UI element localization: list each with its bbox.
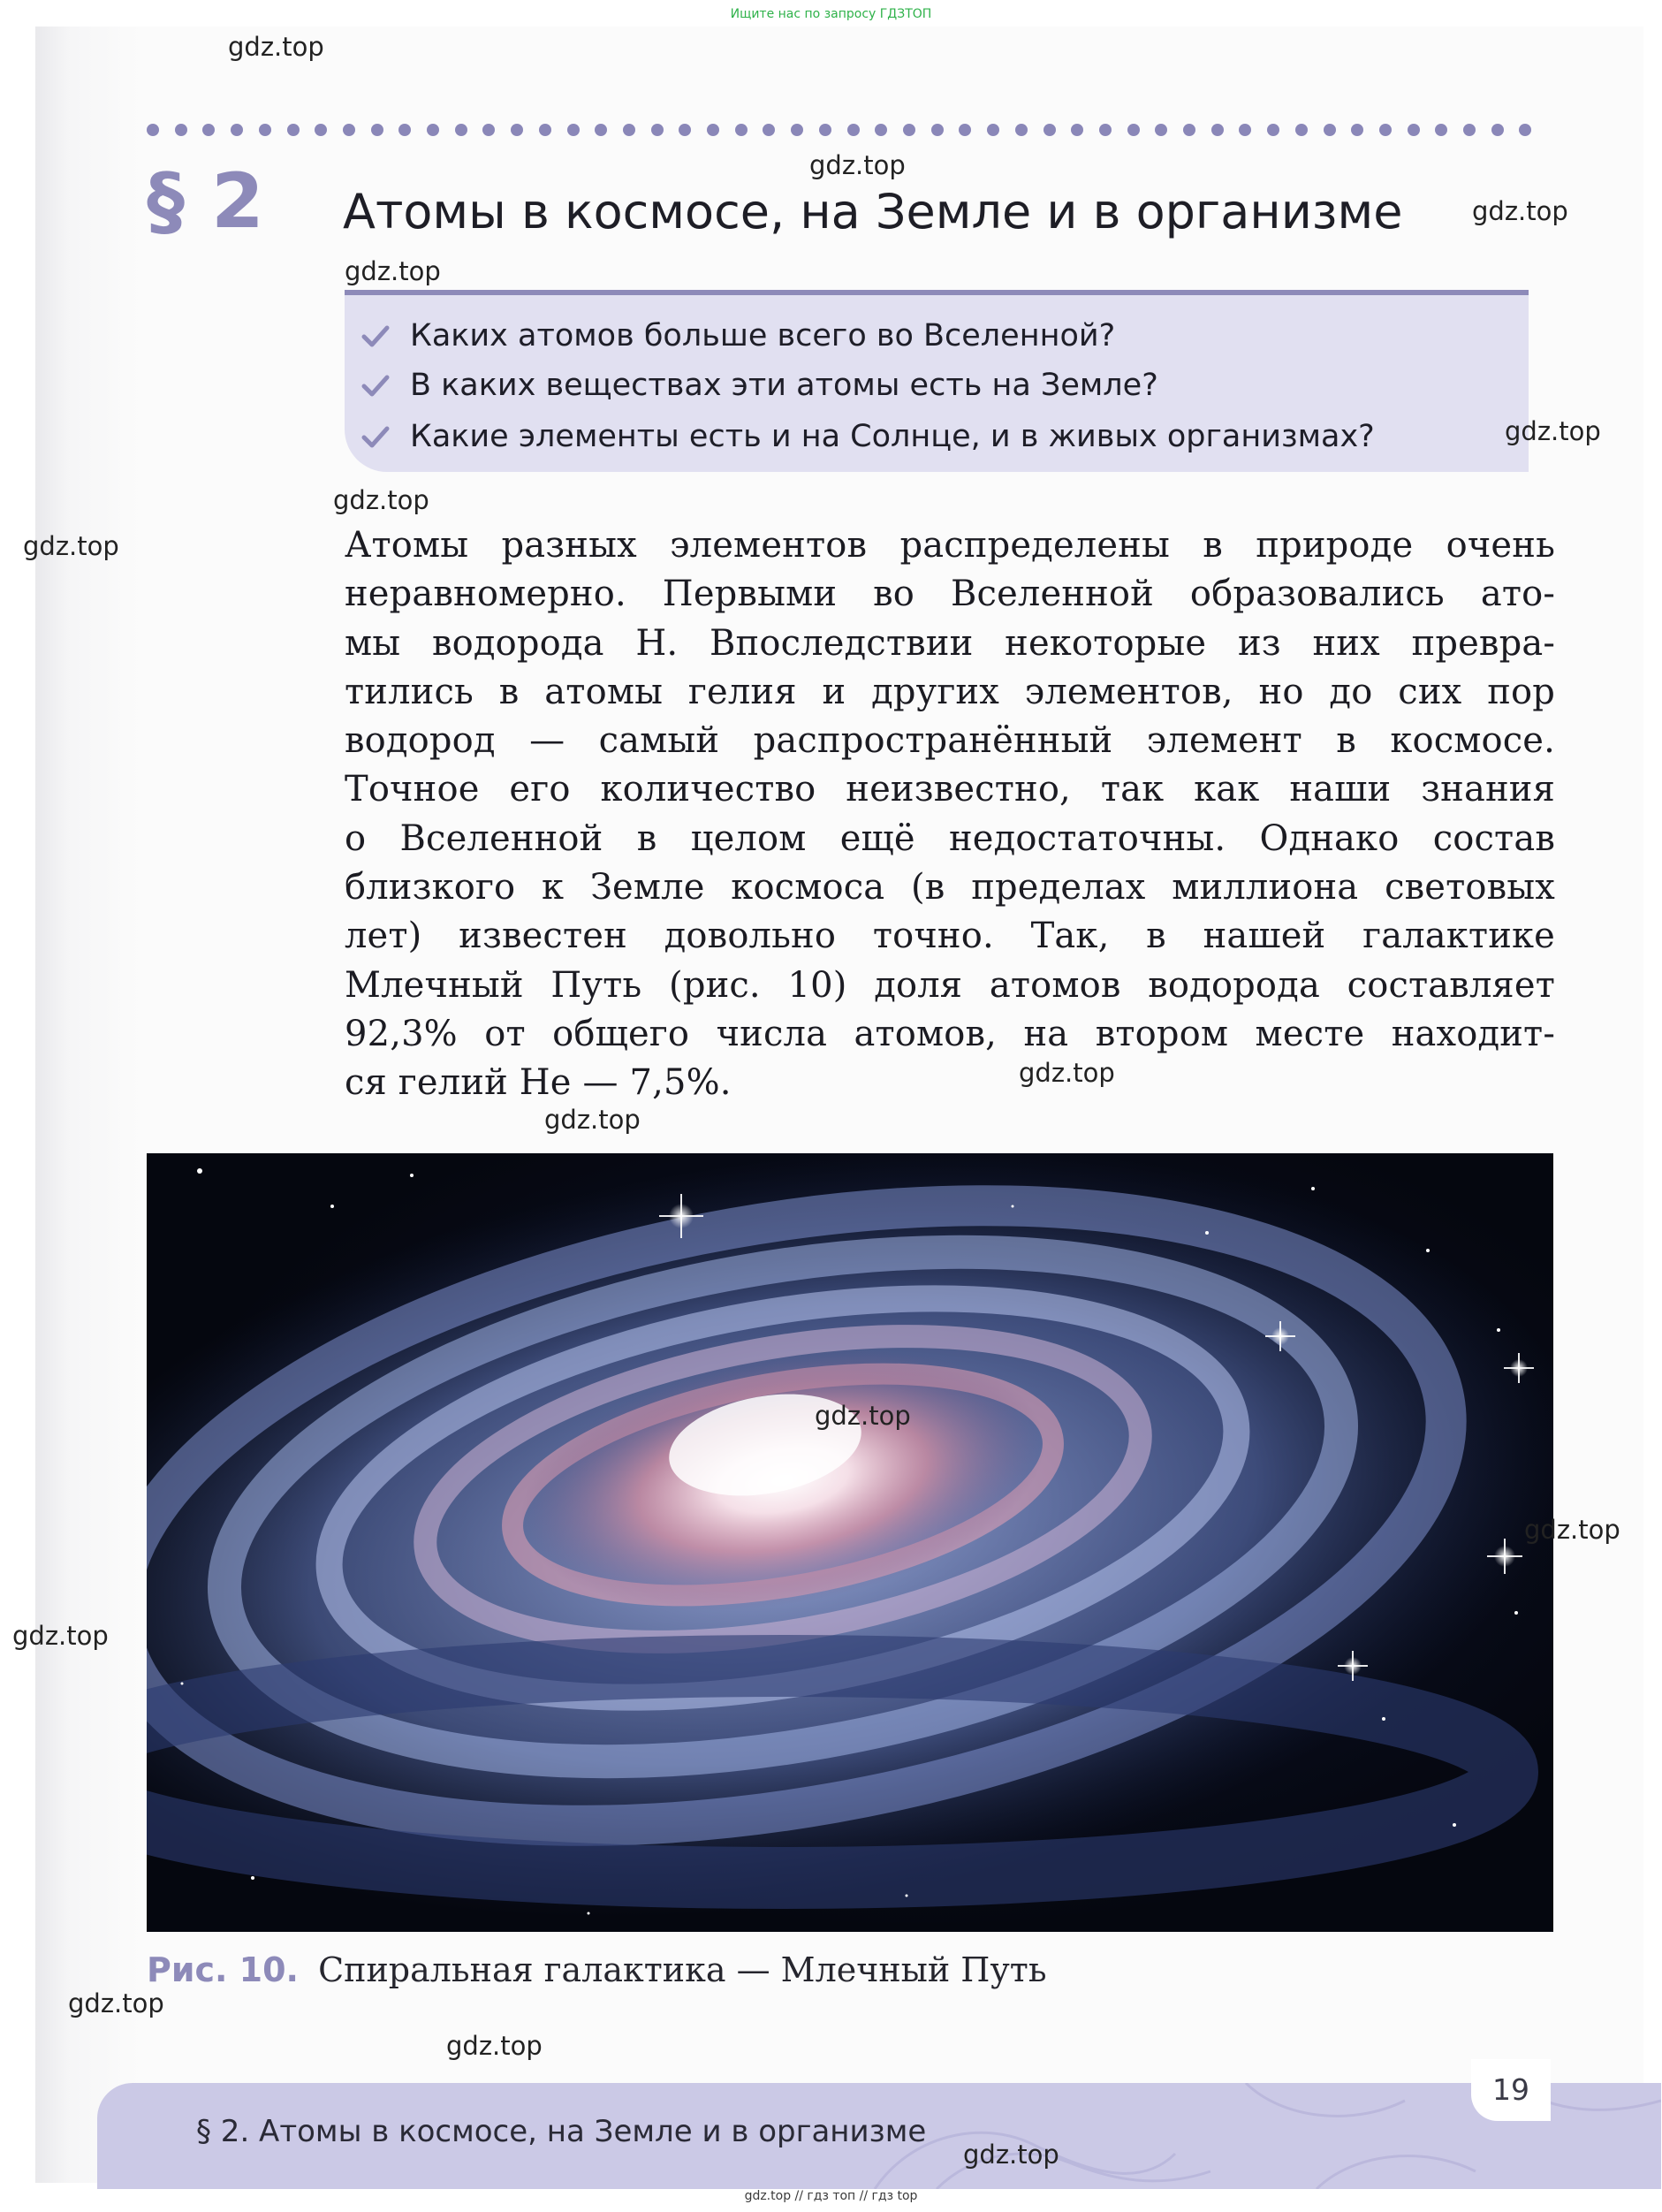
watermark[interactable]: gdz.top: [68, 1988, 164, 2018]
watermark[interactable]: gdz.top: [1472, 196, 1568, 226]
watermark[interactable]: gdz.top: [809, 150, 906, 180]
watermark[interactable]: gdz.top: [815, 1401, 911, 1431]
watermark[interactable]: gdz.top: [23, 531, 119, 561]
text-line: лет) известен довольно точно. Так, в нашей галактике: [345, 916, 1555, 957]
bottom-banner[interactable]: gdz.top // гдз топ // гдз top: [744, 2189, 918, 2203]
text-line: Точное его количество неизвестно, так как наши знания: [345, 769, 1555, 810]
watermark[interactable]: gdz.top: [544, 1105, 641, 1135]
body-paragraph: [345, 521, 1555, 1108]
question-text: В каких веществах эти атомы есть на Земле?: [410, 368, 1158, 403]
figure-caption: [147, 1950, 1047, 1989]
watermark[interactable]: gdz.top: [12, 1621, 109, 1651]
section-mark: § 2: [147, 157, 264, 246]
checkmark-icon: [360, 321, 391, 351]
watermark[interactable]: gdz.top: [1524, 1515, 1620, 1545]
figure-label: Рис. 10.: [147, 1950, 299, 1989]
text-line: Атомы разных элементов распределены в природе очень: [345, 525, 1555, 566]
page-number: 19: [1471, 2059, 1551, 2121]
questions-box: [345, 290, 1529, 472]
watermark[interactable]: gdz.top: [446, 2031, 543, 2061]
text-line: близкого к Земле космоса (в пределах миллиона световых: [345, 867, 1555, 908]
watermark[interactable]: gdz.top: [963, 2140, 1059, 2170]
galaxy-illustration: [147, 1153, 1553, 1932]
dotted-divider: [147, 122, 1532, 138]
watermark[interactable]: gdz.top: [333, 485, 429, 515]
watermark[interactable]: gdz.top: [345, 256, 441, 286]
question-item: [360, 368, 1158, 403]
checkmark-icon: [360, 370, 391, 400]
question-text: Какие элементы есть и на Солнце, и в живых организмах?: [410, 419, 1375, 454]
text-line: ся гелий Не — 7,5%.: [345, 1062, 732, 1104]
top-banner[interactable]: Ищите нас по запросу ГДЗТОП: [730, 7, 932, 21]
question-item: [360, 419, 1375, 454]
text-line: 92,3% от общего числа атомов, на втором месте находит-: [345, 1013, 1555, 1054]
text-line: неравномерно. Первыми во Вселенной образовались ато-: [345, 574, 1555, 615]
text-line: о Вселенной в целом ещё недостаточны. Однако состав: [345, 817, 1555, 859]
text-line: водород — самый распространённый элемент в космосе.: [345, 720, 1555, 762]
watermark[interactable]: gdz.top: [228, 32, 324, 62]
checkmark-icon: [360, 422, 391, 452]
watermark[interactable]: gdz.top: [1505, 416, 1601, 446]
text-line: мы водорода Н. Впоследствии некоторые из них превра-: [345, 622, 1555, 664]
milky-way-image: [147, 1153, 1553, 1932]
text-line: тились в атомы гелия и других элементов, но до сих пор: [345, 671, 1555, 712]
figure-caption-text: Спиральная галактика — Млечный Путь: [318, 1950, 1047, 1989]
watermark[interactable]: gdz.top: [1019, 1058, 1115, 1088]
page-title: Атомы в космосе, на Земле и в организме: [343, 184, 1403, 239]
question-text: Каких атомов больше всего во Вселенной?: [410, 318, 1116, 353]
question-item: [360, 318, 1115, 353]
footer-running-title: § 2. Атомы в космосе, на Земле и в организме: [196, 2114, 927, 2149]
text-line: Млечный Путь (рис. 10) доля атомов водорода составляет: [345, 964, 1555, 1006]
